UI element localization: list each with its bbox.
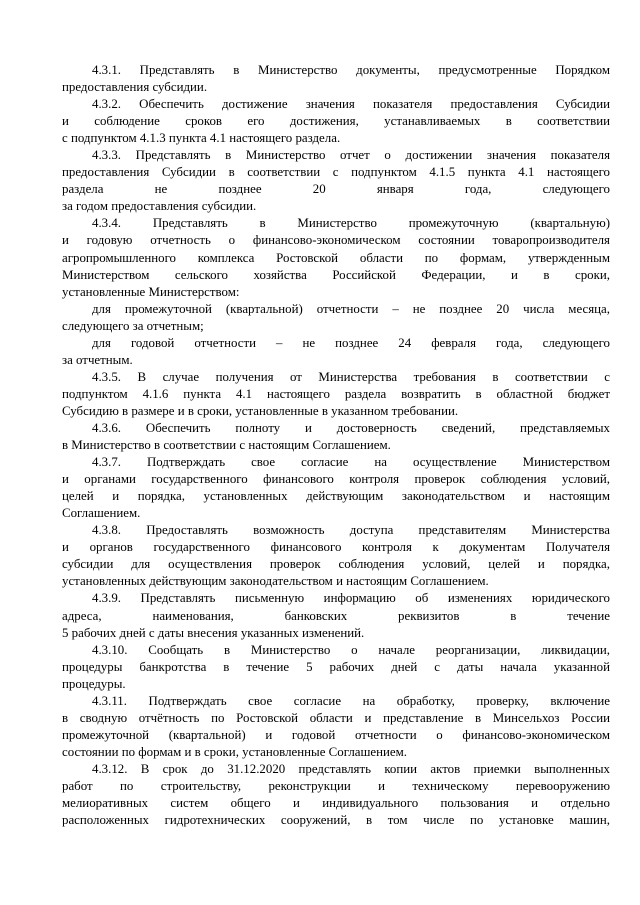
- text-line: установленных действующим законодательством и настоящим Соглашением.: [62, 574, 489, 589]
- text-line: агропромышленного комплекса Ростовской области по формам, утвержденным: [62, 250, 610, 265]
- text-line: 4.3.10. Сообщать в Министерство о начале реорганизации, ликвидации,: [92, 642, 610, 657]
- paragraph-p437: [62, 454, 610, 522]
- paragraph-p435: [62, 369, 610, 420]
- text-line: субсидии для осуществления проверок соблюдения условий, целей и порядка,: [62, 557, 610, 572]
- text-line: и органов государственного финансового контроля к документам Получателя: [62, 540, 610, 555]
- text-line: процедуры банкротства в течение 5 рабочих дней с даты начала указанной: [62, 659, 610, 674]
- text-line: и годовую отчетность о финансово-экономическом состоянии товаропроизводителя: [62, 233, 610, 248]
- text-line: работ по строительству, реконструкции и техническому перевооружению: [62, 778, 610, 793]
- paragraph-p434: [62, 215, 610, 300]
- paragraph-p436: [62, 420, 610, 454]
- text-line: предоставления субсидии.: [62, 80, 208, 95]
- paragraph-p4312: [62, 761, 610, 829]
- text-line: 4.3.5. В случае получения от Министерства требования в соответствии с: [92, 369, 610, 384]
- text-line: Субсидию в размере и в сроки, установленные в указанном требовании.: [62, 403, 459, 418]
- paragraph-p432: [62, 96, 610, 147]
- text-line: установленные Министерством:: [62, 284, 240, 299]
- text-line: в сводную отчётность по Ростовской области и представление в Минсельхоз России: [62, 710, 610, 725]
- text-line: целей и порядка, установленных действующим законодательством и настоящим: [62, 489, 610, 504]
- text-line: за годом предоставления субсидии.: [62, 199, 257, 214]
- text-line: 5 рабочих дней с даты внесения указанных изменений.: [62, 625, 365, 640]
- text-line: 4.3.11. Подтверждать свое согласие на обработку, проверку, включение: [92, 693, 610, 708]
- text-line: 4.3.1. Представлять в Министерство документы, предусмотренные Порядком: [92, 63, 610, 77]
- text-line: 4.3.3. Представлять в Министерство отчет о достижении значения показателя: [92, 148, 610, 163]
- text-line: раздела не позднее 20 января года, следующего: [62, 182, 610, 197]
- text-line: за отчетным.: [62, 352, 133, 367]
- text-line: для годовой отчетности – не позднее 24 февраля года, следующего: [92, 335, 610, 350]
- paragraph-p4310: [62, 642, 610, 693]
- text-line: 4.3.2. Обеспечить достижение значения показателя предоставления Субсидии: [92, 97, 610, 112]
- text-line: с подпунктом 4.1.3 пункта 4.1 настоящего раздела.: [62, 131, 341, 146]
- text-line: 4.3.4. Представлять в Министерство промежуточную (квартальную): [92, 216, 610, 231]
- paragraph-p439: [62, 590, 610, 641]
- text-line: и органами государственного финансового контроля проверок соблюдения условий,: [62, 472, 610, 487]
- text-line: 4.3.6. Обеспечить полноту и достоверность сведений, представляемых: [92, 420, 610, 435]
- paragraph-p438: [62, 522, 610, 590]
- paragraph-p433: [62, 147, 610, 215]
- text-line: Соглашением.: [62, 506, 141, 521]
- text-line: Министерством сельского хозяйства Российской Федерации, и в сроки,: [62, 267, 610, 282]
- text-line: в Министерство в соответствии с настоящим Соглашением.: [62, 438, 391, 453]
- text-line: для промежуточной (квартальной) отчетности – не позднее 20 числа месяца,: [92, 301, 610, 316]
- text-line: процедуры.: [62, 676, 126, 691]
- paragraph-p431: [62, 62, 610, 96]
- text-line: мелиоративных систем общего и индивидуального пользования и отдельно: [62, 796, 610, 811]
- text-line: следующего за отчетным;: [62, 318, 204, 333]
- text-line: состоянии по формам и в сроки, установленные Соглашением.: [62, 744, 408, 759]
- paragraph-p434b: [62, 335, 610, 369]
- paragraph-p4311: [62, 693, 610, 761]
- text-line: 4.3.8. Предоставлять возможность доступа представителям Министерства: [92, 523, 610, 538]
- text-line: 4.3.12. В срок до 31.12.2020 представлять копии актов приемки выполненных: [92, 761, 610, 776]
- text-line: 4.3.7. Подтверждать свое согласие на осуществление Министерством: [92, 455, 610, 470]
- document-page: [62, 62, 610, 829]
- text-line: и соблюдение сроков его достижения, устанавливаемых в соответствии: [62, 114, 610, 129]
- text-line: подпунктом 4.1.6 пункта 4.1 настоящего раздела возвратить в областной бюджет: [62, 386, 610, 401]
- text-line: промежуточной (квартальной) и годовой отчетности о финансово-экономическом: [62, 727, 610, 742]
- text-line: расположенных гидротехнических сооружений, в том числе по установке машин,: [62, 813, 610, 828]
- text-line: предоставления Субсидии в соответствии с подпунктом 4.1.5 пункта 4.1 настоящего: [62, 165, 610, 180]
- text-line: адреса, наименования, банковских реквизитов в течение: [62, 608, 610, 623]
- text-line: 4.3.9. Представлять письменную информацию об изменениях юридического: [92, 591, 610, 606]
- paragraph-p434a: [62, 301, 610, 335]
